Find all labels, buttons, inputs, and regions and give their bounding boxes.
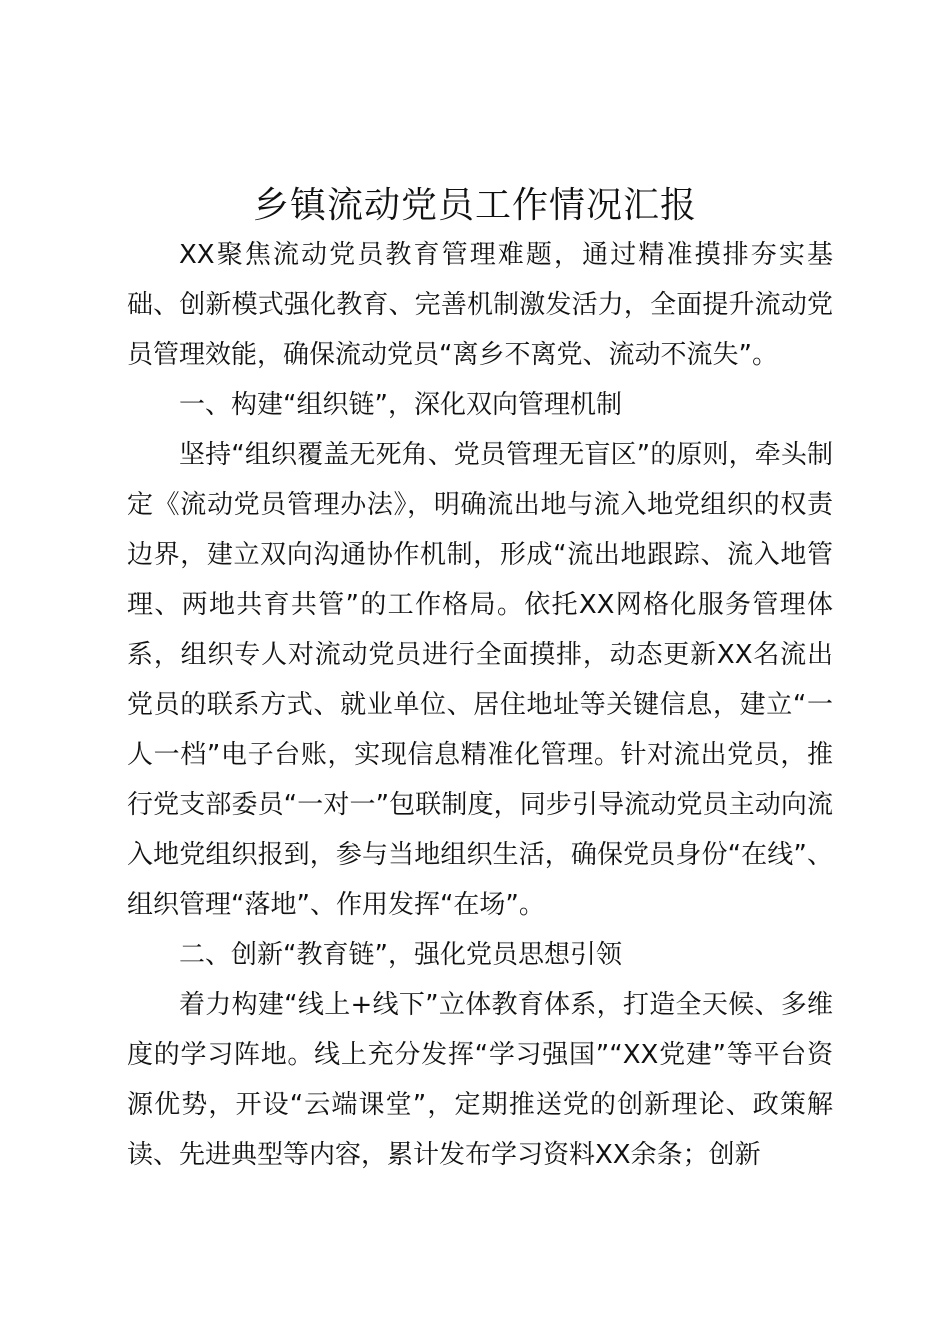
section-1-paragraph: 坚持“组织覆盖无死角、党员管理无盲区”的原则，牵头制定《流动党员管理办法》，明确流出地与流入地党组织的权责边界，建立双向沟通协作机制，形成“流出地跟踪、流入地管理、两地共育共管”的工作格局。依托XX网格化服务管理体系，组织专人对流动党员进行全面摸排，动态更新XX名流出党员的联系方式、就业单位、居住地址等关键信息，建立“一人一档”电子台账，实现信息精准化管理。针对流出党员，推行党支部委员“一对一”包联制度，同步引导流动党员主动向流入地党组织报到，参与当地组织生活，确保党员身份“在线”、组织管理“落地”、作用发挥“在场”。 <box>127 440 833 920</box>
document-body <box>127 230 833 1180</box>
section-1-heading: 一、构建“组织链”，深化双向管理机制 <box>179 390 622 420</box>
section-2-heading: 二、创新“教育链”，强化党员思想引领 <box>179 940 622 970</box>
section-2-paragraph: 着力构建“线上+线下”立体教育体系，打造全天候、多维度的学习阵地。线上充分发挥“学习强国”“XX党建”等平台资源优势，开设“云端课堂”，定期推送党的创新理论、政策解读、先进典型等内容，累计发布学习资料XX余条；创新 <box>127 990 833 1170</box>
document-title: 乡镇流动党员工作情况汇报 <box>252 185 697 226</box>
intro-paragraph: XX聚焦流动党员教育管理难题，通过精准摸排夯实基础、创新模式强化教育、完善机制激发活力，全面提升流动党员管理效能，确保流动党员“离乡不离党、流动不流失”。 <box>127 240 833 370</box>
